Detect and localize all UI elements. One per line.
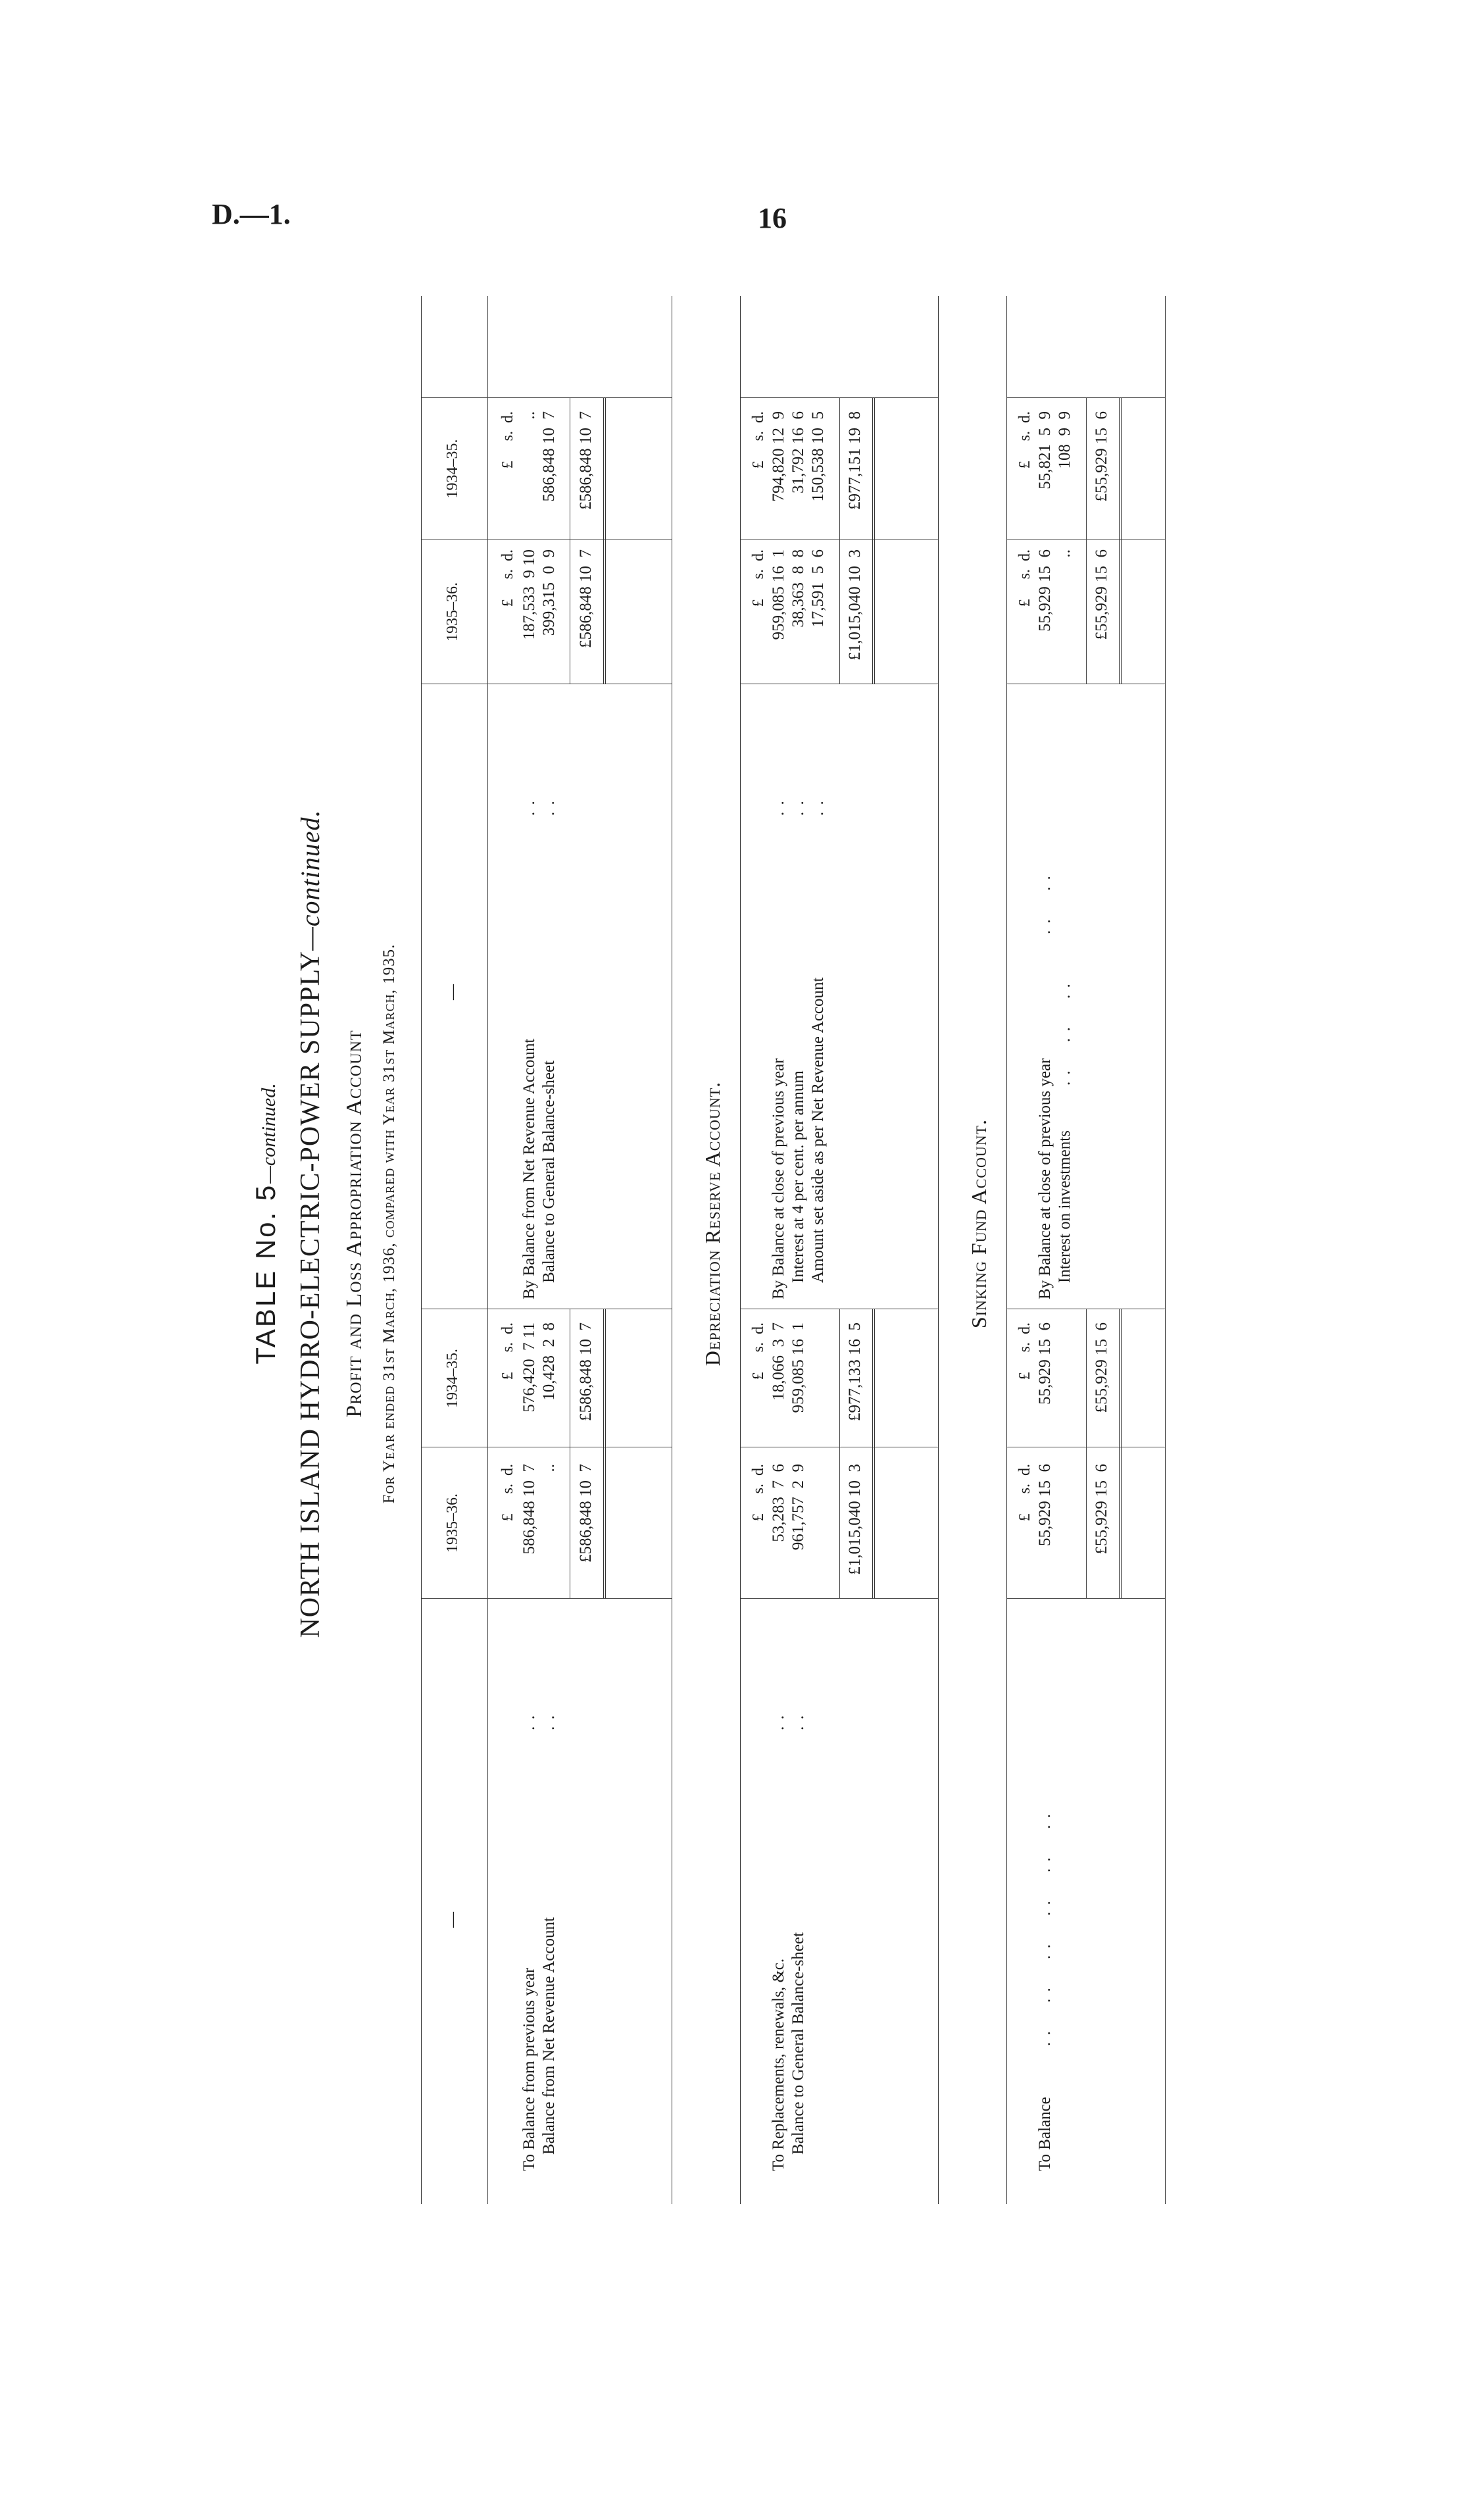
amount-1935-36: 586,848 10 7 bbox=[520, 1464, 538, 1555]
total-1934-35: £55,929 15 6 bbox=[1093, 1322, 1110, 1413]
ledger-item: Amount set aside as per Net Revenue Account bbox=[809, 977, 827, 1283]
amount-1935-36: .. bbox=[1056, 549, 1074, 558]
leader-dots: . . bbox=[809, 799, 827, 816]
sinking-fund-title: Sinking Fund Account. bbox=[967, 1118, 991, 1329]
ledger-item: To Replacements, renewals, &c. bbox=[770, 1958, 787, 2171]
amount-1935-36: 55,929 15 6 bbox=[1036, 549, 1054, 632]
leader-dots: . . . . bbox=[1036, 874, 1054, 934]
currency-units: £ s. d. bbox=[750, 1464, 767, 1522]
amount-1935-36: 187,533 9 10 bbox=[520, 549, 538, 640]
currency-units: £ s. d. bbox=[1016, 549, 1033, 607]
leader-dots: . . bbox=[789, 799, 807, 816]
total-1935-36: £1,015,040 10 3 bbox=[846, 1464, 864, 1575]
currency-units: £ s. d. bbox=[499, 549, 516, 607]
total-1935-36: £55,929 15 6 bbox=[1093, 549, 1110, 640]
main-heading-suffix: —continued. bbox=[295, 809, 325, 951]
ledger-item: To Balance from previous year bbox=[520, 1967, 538, 2171]
amount-1934-35: 10,428 2 8 bbox=[540, 1322, 558, 1401]
ledger-item: By Balance at close of previous year bbox=[1036, 1058, 1054, 1299]
amount-1934-35: 55,821 5 9 bbox=[1036, 411, 1054, 489]
depreciation-table bbox=[740, 296, 939, 2204]
amount-1934-35: 108 9 9 bbox=[1056, 411, 1074, 469]
amount-1935-36: 17,591 5 6 bbox=[809, 549, 827, 628]
amount-1934-35: 794,820 12 9 bbox=[770, 411, 787, 502]
currency-units: £ s. d. bbox=[499, 1464, 516, 1522]
main-heading bbox=[295, 237, 326, 2211]
main-heading-text: NORTH ISLAND HYDRO-ELECTRIC-POWER SUPPLY bbox=[295, 950, 326, 1638]
total-1934-35: £55,929 15 6 bbox=[1093, 411, 1110, 502]
ledger-item: By Balance from Net Revenue Account bbox=[520, 1038, 538, 1299]
sinking-fund-table bbox=[1006, 296, 1166, 2204]
total-1935-36: £586,848 10 7 bbox=[577, 549, 595, 648]
column-header-1934-35: 1934–35. bbox=[444, 439, 461, 499]
amount-1934-35: 150,538 10 5 bbox=[809, 411, 827, 502]
total-1934-35: £977,151 19 8 bbox=[846, 411, 864, 510]
amount-1934-35: 31,792 16 6 bbox=[789, 411, 807, 493]
ledger-item: Interest at 4 per cent. per annum bbox=[789, 1070, 807, 1283]
ledger-item: Interest on investments bbox=[1056, 1130, 1074, 1283]
amount-1934-35: 586,848 10 7 bbox=[540, 411, 558, 502]
leader-dots: . . . . . . bbox=[1056, 982, 1074, 1086]
amount-1934-35: 18,066 3 7 bbox=[770, 1322, 787, 1401]
leader-dots: . . . . . . . . . . . . bbox=[1036, 1813, 1054, 2046]
leader-dots: . . bbox=[540, 799, 558, 816]
amount-1935-36: 38,363 8 8 bbox=[789, 549, 807, 628]
total-1935-36: £586,848 10 7 bbox=[577, 1464, 595, 1563]
table-number-suffix: —continued. bbox=[258, 1083, 280, 1184]
total-1935-36: £1,015,040 10 3 bbox=[846, 549, 864, 661]
currency-units: £ s. d. bbox=[750, 549, 767, 607]
amount-1935-36: 55,929 15 6 bbox=[1036, 1464, 1054, 1546]
currency-units: £ s. d. bbox=[499, 411, 516, 469]
column-header-dash: — bbox=[444, 984, 461, 1000]
table-number bbox=[250, 237, 282, 2211]
total-1934-35: £586,848 10 7 bbox=[577, 411, 595, 510]
page-reference: D.—1. bbox=[212, 198, 291, 230]
leader-dots: . . bbox=[789, 1714, 807, 1730]
leader-dots: . . bbox=[520, 1714, 538, 1730]
ledger-item: Balance from Net Revenue Account bbox=[540, 1917, 558, 2155]
ledger-item: Balance to General Balance-sheet bbox=[540, 1060, 558, 1283]
amount-1934-35: 959,085 16 1 bbox=[789, 1322, 807, 1413]
amount-1934-35: 55,929 15 6 bbox=[1036, 1322, 1054, 1405]
currency-units: £ s. d. bbox=[1016, 1322, 1033, 1380]
leader-dots: . . bbox=[770, 799, 787, 816]
column-header-1934-35: 1934–35. bbox=[444, 1349, 461, 1408]
column-header-dash: — bbox=[444, 1912, 461, 1928]
currency-units: £ s. d. bbox=[1016, 1464, 1033, 1522]
table-number-text: TABLE No. 5 bbox=[250, 1183, 281, 1365]
total-1934-35: £977,133 16 5 bbox=[846, 1322, 864, 1421]
amount-1934-35: .. bbox=[520, 411, 538, 420]
amount-1935-36: 53,283 7 6 bbox=[770, 1464, 787, 1542]
currency-units: £ s. d. bbox=[750, 1322, 767, 1380]
period-subtitle: For Year ended 31st March, 1936, compared with Year 31st March, 1935. bbox=[380, 943, 398, 1504]
rotated-tables bbox=[250, 237, 1276, 2211]
column-header-1935-36: 1935–36. bbox=[444, 1493, 461, 1553]
total-1935-36: £55,929 15 6 bbox=[1093, 1464, 1110, 1555]
amount-1935-36: 961,757 2 9 bbox=[789, 1464, 807, 1551]
amount-1935-36: .. bbox=[540, 1464, 558, 1472]
ledger-item: Balance to General Balance-sheet bbox=[789, 1932, 807, 2155]
amount-1934-35: 576,420 7 11 bbox=[520, 1322, 538, 1413]
leader-dots: . . bbox=[540, 1714, 558, 1730]
account-title: Profit and Loss Appropriation Account bbox=[342, 1030, 366, 1418]
leader-dots: . . bbox=[520, 799, 538, 816]
profit-loss-table bbox=[421, 296, 672, 2204]
ledger-item: By Balance at close of previous year bbox=[770, 1058, 787, 1299]
depreciation-title: Depreciation Reserve Account. bbox=[701, 1081, 724, 1366]
ledger-item: To Balance bbox=[1036, 2097, 1054, 2171]
currency-units: £ s. d. bbox=[750, 411, 767, 469]
page-number: 16 bbox=[758, 202, 787, 234]
amount-1935-36: 959,085 16 1 bbox=[770, 549, 787, 640]
currency-units: £ s. d. bbox=[1016, 411, 1033, 469]
amount-1935-36: 399,315 0 9 bbox=[540, 549, 558, 636]
currency-units: £ s. d. bbox=[499, 1322, 516, 1380]
leader-dots: . . bbox=[770, 1714, 787, 1730]
total-1934-35: £586,848 10 7 bbox=[577, 1322, 595, 1421]
column-header-1935-36: 1935–36. bbox=[444, 582, 461, 641]
